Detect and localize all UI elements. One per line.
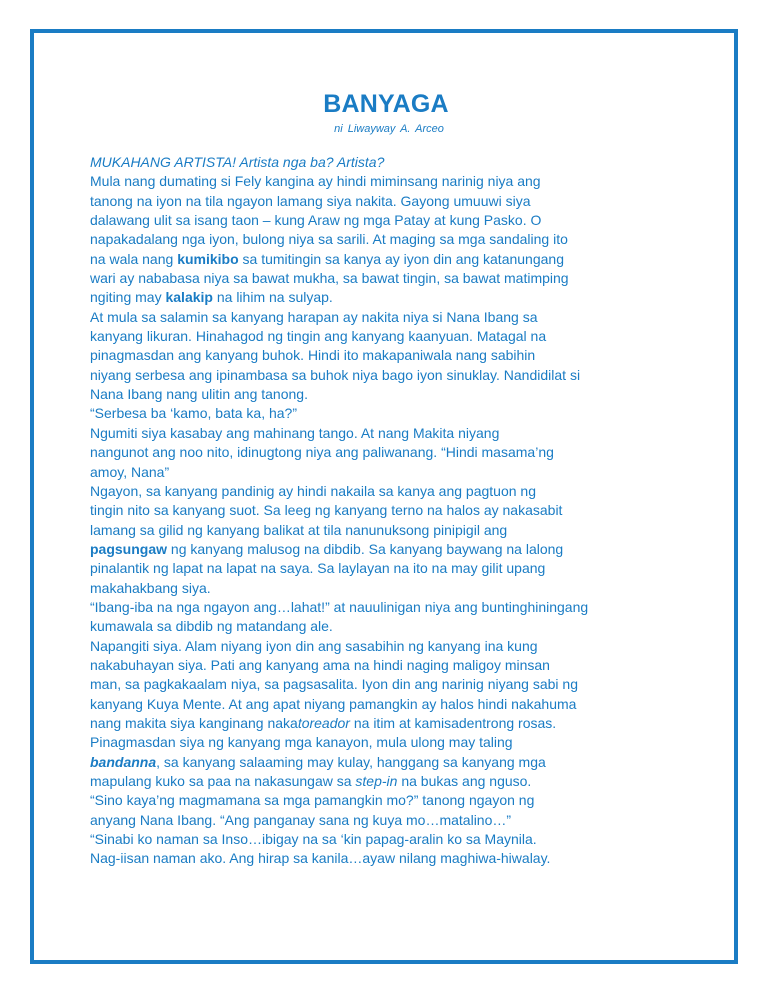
text-line	[90, 327, 690, 346]
text-segment: tingin nito sa kanyang suot. Sa leeg ng kanyang terno na halos ay nakasabit	[90, 502, 563, 519]
text-segment: na lihim na sulyap.	[212, 289, 333, 306]
text-segment: “Serbesa ba ‘kamo, bata ka, ha?”	[90, 405, 298, 422]
text-line	[90, 404, 690, 423]
text-line	[90, 849, 690, 868]
text-segment: Nag-iisan naman ako. Ang hirap sa kanila…ayaw nilang maghiwa-hiwalay.	[90, 850, 551, 867]
text-segment: Pinagmasdan siya ng kanyang mga kanayon, mula ulong may taling	[90, 734, 513, 751]
text-line	[90, 598, 690, 617]
text-segment: nakabuhayan siya. Pati ang kanyang ama na hindi naging maligoy minsan	[90, 656, 550, 673]
text-line	[90, 153, 690, 172]
text-line	[90, 637, 690, 656]
text-segment: , sa kanyang salaaming may kulay, hanggang sa kanyang mga	[156, 753, 546, 770]
emphasized-word: step-in	[355, 773, 398, 789]
text-line	[90, 811, 690, 830]
text-line	[90, 559, 690, 578]
text-line	[90, 617, 690, 636]
text-line	[90, 501, 690, 520]
text-segment: nang makita siya kanginang naka	[90, 714, 298, 731]
text-line	[90, 714, 690, 733]
text-line	[90, 695, 690, 714]
emphasized-word: kumikibo	[177, 250, 239, 267]
text-segment: Mula nang dumating si Fely kangina ay hindi miminsang narinig niya ang	[90, 173, 541, 190]
text-segment: kanyang Kuya Mente. At ang apat niyang pamangkin ay halos hindi nakahuma	[90, 695, 577, 712]
text-line	[90, 463, 690, 482]
emphasized-word: toreador	[297, 714, 350, 731]
text-line	[90, 675, 690, 694]
emphasized-word: pagsungaw	[90, 540, 168, 557]
emphasized-word: kalakip	[165, 289, 213, 306]
text-segment: kanyang likuran. Hinahagod ng tingin ang kanyang kaanyuan. Matagal na	[90, 328, 547, 345]
text-segment: anyang Nana Ibang. “Ang panganay sana ng kuya mo…matalino…”	[90, 811, 512, 828]
text-segment: ngiting may	[90, 289, 166, 306]
text-segment: “Sino kaya’ng magmamana sa mga pamangkin mo?” tanong ngayon ng	[90, 792, 535, 809]
text-segment: “Sinabi ko naman sa Inso…ibigay na sa ‘kin papag-aralin ko sa Maynila.	[90, 831, 537, 848]
emphasized-word: bandanna	[90, 753, 157, 770]
text-segment: At mula sa salamin sa kanyang harapan ay nakita niya si Nana Ibang sa	[90, 308, 538, 325]
story-author: ni Liwayway A. Arceo	[334, 123, 444, 135]
text-line	[90, 424, 690, 443]
emphasized-word: MUKAHANG ARTISTA! Artista nga ba? Artista?	[90, 154, 385, 170]
text-segment: na itim at kamisadentrong rosas.	[349, 714, 557, 731]
text-line	[90, 482, 690, 501]
text-line	[90, 172, 690, 191]
text-segment: Nana Ibang nang ulitin ang tanong.	[90, 386, 308, 403]
text-line	[90, 346, 690, 365]
text-line	[90, 288, 690, 307]
text-line	[90, 579, 690, 598]
text-segment: pinalantik ng lapat na lapat na saya. Sa laylayan na ito na may gilit upang	[90, 560, 546, 577]
text-line	[90, 753, 690, 772]
text-line	[90, 230, 690, 249]
text-line	[90, 791, 690, 810]
text-segment: “Ibang-iba na nga ngayon ang…lahat!” at nauulinigan niya ang buntinghiningang	[90, 598, 589, 615]
text-line	[90, 830, 690, 849]
text-line	[90, 656, 690, 675]
text-segment: wari ay nababasa niya sa bawat mukha, sa bawat tingin, sa bawat matimping	[90, 270, 569, 287]
text-segment: amoy, Nana”	[90, 463, 170, 480]
text-line	[90, 521, 690, 540]
text-line	[90, 192, 690, 211]
text-segment: dalawang ulit sa isang taon – kung Araw ng mga Patay at kung Pasko. O	[90, 212, 542, 229]
text-line	[90, 443, 690, 462]
text-segment: man, sa pagkakaalam niya, sa pagsasalita. Iyon din ang narinig niyang sabi ng	[90, 676, 578, 693]
text-line	[90, 269, 690, 288]
text-line	[90, 385, 690, 404]
text-segment: Ngayon, sa kanyang pandinig ay hindi nakaila sa kanya ang pagtuon ng	[90, 482, 536, 499]
text-segment: napakadalang nga iyon, bulong niya sa sarili. At maging sa mga sandaling ito	[90, 231, 568, 248]
text-line	[90, 772, 690, 791]
text-segment: na bukas ang nguso.	[397, 773, 532, 789]
story-body	[90, 153, 690, 869]
text-line	[90, 733, 690, 752]
text-segment: nangunot ang noo nito, idinugtong niya ang paliwanang. “Hindi masama’ng	[90, 444, 554, 461]
text-segment: ng kanyang malusog na dibdib. Sa kanyang baywang na lalong	[167, 540, 564, 557]
text-line	[90, 250, 690, 269]
text-segment: mapulang kuko sa paa na nakasungaw sa	[90, 773, 356, 789]
text-segment: niyang serbesa ang ipinambasa sa buhok niya bago iyon sinuklay. Nandidilat si	[90, 366, 581, 383]
text-segment: kumawala sa dibdib ng matandang ale.	[90, 618, 333, 635]
text-segment: na wala nang	[90, 250, 178, 267]
text-segment: sa tumitingin sa kanya ay iyon din ang katanungang	[238, 250, 564, 267]
text-line	[90, 540, 690, 559]
text-segment: pinagmasdan ang kanyang buhok. Hindi ito makapaniwala nang sabihin	[90, 347, 536, 364]
text-line	[90, 308, 690, 327]
text-segment: lamang sa gilid ng kanyang balikat at tila nanunuksong pinipigil ang	[90, 521, 508, 538]
text-segment: tanong na iyon na tila ngayon lamang siya nakita. Gayong umuuwi siya	[90, 192, 531, 209]
text-segment: makahakbang siya.	[90, 579, 211, 596]
text-line	[90, 366, 690, 385]
text-segment: Ngumiti siya kasabay ang mahinang tango. At nang Makita niyang	[90, 424, 500, 441]
text-segment: Napangiti siya. Alam niyang iyon din ang sasabihin ng kanyang ina kung	[90, 637, 538, 654]
text-line	[90, 211, 690, 230]
story-title: BANYAGA	[323, 90, 449, 118]
